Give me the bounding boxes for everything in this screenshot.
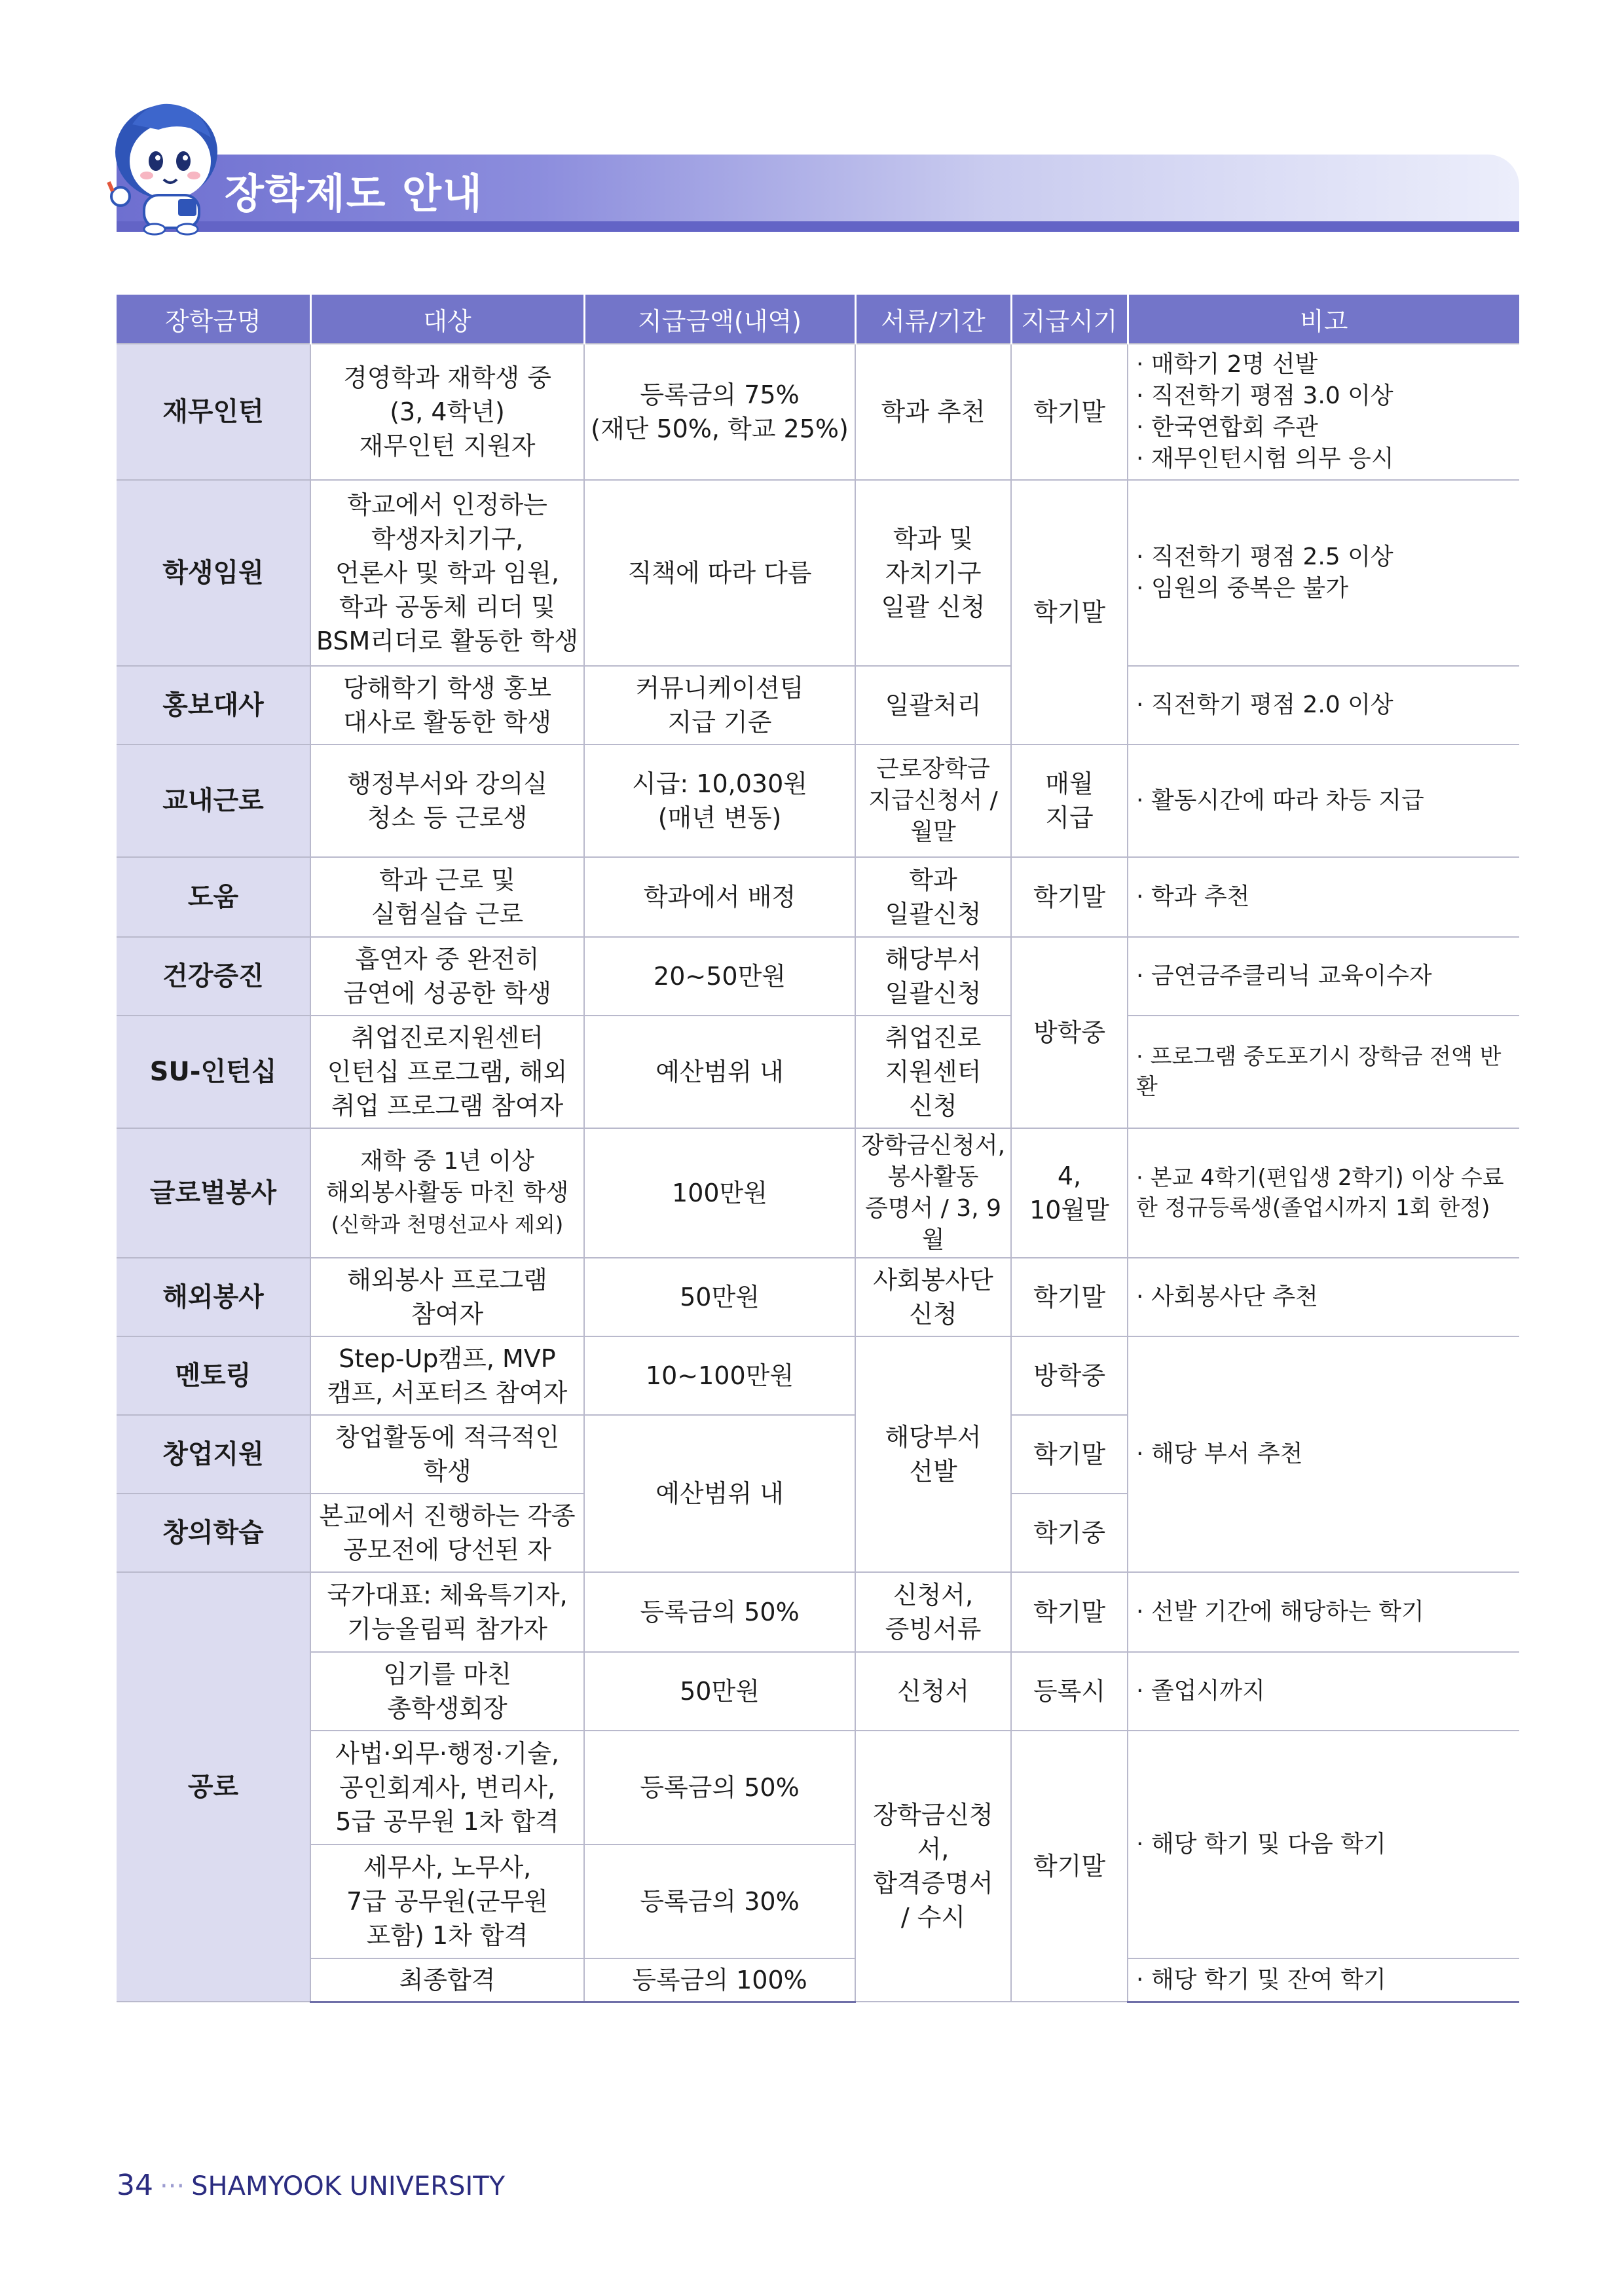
- target-cell: 당해학기 학생 홍보 대사로 활동한 학생: [310, 666, 584, 744]
- timing-cell: 학기말: [1011, 1258, 1128, 1336]
- table-row: [117, 1128, 1519, 1258]
- table-row: [117, 1731, 1519, 1845]
- timing-cell: 학기말: [1011, 857, 1128, 937]
- timing-cell: 학기중: [1011, 1494, 1128, 1572]
- scholarship-name: 학생임원: [117, 480, 310, 666]
- docs-cell: 학과 일괄신청: [855, 857, 1011, 937]
- timing-cell: 방학중: [1011, 1336, 1128, 1415]
- page-title: 장학제도 안내: [225, 170, 483, 217]
- scholarship-name: 홍보대사: [117, 666, 310, 744]
- timing-cell: 학기말: [1011, 1731, 1128, 2002]
- timing-cell: 학기말: [1011, 1572, 1128, 1652]
- table-row: [117, 666, 1519, 744]
- target-cell: 창업활동에 적극적인 학생: [310, 1415, 584, 1494]
- scholarship-name: SU-인턴십: [117, 1016, 310, 1128]
- amount-cell: 커뮤니케이션팀 지급 기준: [584, 666, 855, 744]
- timing-cell: 4, 10월말: [1011, 1128, 1128, 1258]
- scholarship-name: 해외봉사: [117, 1258, 310, 1336]
- amount-cell: 등록금의 50%: [584, 1572, 855, 1652]
- target-cell: 세무사, 노무사, 7급 공무원(군무원 포함) 1차 합격: [310, 1845, 584, 1958]
- docs-cell: 신청서, 증빙서류: [855, 1572, 1011, 1652]
- docs-cell: 일괄처리: [855, 666, 1011, 744]
- table-row: [117, 1336, 1519, 1415]
- docs-cell: 신청서: [855, 1652, 1011, 1731]
- mascot-icon: [106, 98, 231, 236]
- note-cell: · 매학기 2명 선발 · 직전학기 평점 3.0 이상 · 한국연합회 주관 · 재무인턴시험 의무 응시: [1128, 344, 1519, 480]
- table-row: [117, 480, 1519, 666]
- table-row: [117, 1258, 1519, 1336]
- note-cell: · 활동시간에 따라 차등 지급: [1128, 744, 1519, 857]
- timing-cell: 방학중: [1011, 937, 1128, 1128]
- amount-cell: 시급: 10,030원 (매년 변동): [584, 744, 855, 857]
- scholarship-name: 창업지원: [117, 1415, 310, 1494]
- target-cell: 국가대표: 체육특기자, 기능올림픽 참가자: [310, 1572, 584, 1652]
- scholarship-name: 재무인턴: [117, 344, 310, 480]
- target-cell: 흡연자 중 완전히 금연에 성공한 학생: [310, 937, 584, 1016]
- target-cell: 학과 근로 및 실험실습 근로: [310, 857, 584, 937]
- scholarship-name: 건강증진: [117, 937, 310, 1016]
- target-cell: 행정부서와 강의실 청소 등 근로생: [310, 744, 584, 857]
- header-docs: 서류/기간: [855, 295, 1011, 344]
- page-footer: [117, 2169, 505, 2202]
- note-cell: · 본교 4학기(편입생 2학기) 이상 수료 한 정규등록생(졸업시까지 1회 한정): [1128, 1128, 1519, 1258]
- table-row: [117, 857, 1519, 937]
- target-cell: [310, 1128, 584, 1258]
- header-name: 장학금명: [117, 295, 310, 344]
- scholarship-name: 공로: [117, 1572, 310, 2002]
- docs-cell: 해당부서 선발: [855, 1336, 1011, 1572]
- note-cell: · 졸업시까지: [1128, 1652, 1519, 1731]
- university-name: SHAMYOOK UNIVERSITY: [191, 2171, 506, 2201]
- note-cell: · 해당 학기 및 다음 학기: [1128, 1731, 1519, 1958]
- docs-cell: 근로장학금 지급신청서 / 월말: [855, 744, 1011, 857]
- note-cell: · 해당 학기 및 잔여 학기: [1128, 1958, 1519, 2002]
- amount-cell: 등록금의 75% (재단 50%, 학교 25%): [584, 344, 855, 480]
- target-cell: 사법·외무·행정·기술, 공인회계사, 변리사, 5급 공무원 1차 합격: [310, 1731, 584, 1845]
- amount-cell: 20~50만원: [584, 937, 855, 1016]
- scholarship-name: 글로벌봉사: [117, 1128, 310, 1258]
- target-cell: 학교에서 인정하는 학생자치기구, 언론사 및 학과 임원, 학과 공동체 리더 및 BSM리더로 활동한 학생: [310, 480, 584, 666]
- amount-cell: 등록금의 50%: [584, 1731, 855, 1845]
- target-cell: 해외봉사 프로그램 참여자: [310, 1258, 584, 1336]
- amount-cell: 학과에서 배정: [584, 857, 855, 937]
- page-number: 34: [117, 2169, 153, 2202]
- amount-cell: 예산범위 내: [584, 1016, 855, 1128]
- amount-cell: 등록금의 30%: [584, 1845, 855, 1958]
- target-subtext: (신학과 천명선교사 제외): [331, 1212, 564, 1237]
- target-text: 재학 중 1년 이상 해외봉사활동 마친 학생: [325, 1148, 569, 1206]
- scholarship-name: 창의학습: [117, 1494, 310, 1572]
- amount-cell: 50만원: [584, 1652, 855, 1731]
- amount-cell: 등록금의 100%: [584, 1958, 855, 2002]
- docs-cell: 학과 및 자치기구 일괄 신청: [855, 480, 1011, 666]
- note-cell: · 금연금주클리닉 교육이수자: [1128, 937, 1519, 1016]
- scholarship-name: 멘토링: [117, 1336, 310, 1415]
- docs-cell: 해당부서 일괄신청: [855, 937, 1011, 1016]
- scholarship-name: 교내근로: [117, 744, 310, 857]
- target-cell: Step-Up캠프, MVP 캠프, 서포터즈 참여자: [310, 1336, 584, 1415]
- table-row: [117, 744, 1519, 857]
- docs-cell: 사회봉사단 신청: [855, 1258, 1011, 1336]
- target-cell: 경영학과 재학생 중 (3, 4학년) 재무인턴 지원자: [310, 344, 584, 480]
- docs-cell: 학과 추천: [855, 344, 1011, 480]
- table-row: [117, 1958, 1519, 2002]
- timing-cell: 학기말: [1011, 1415, 1128, 1494]
- table-row: [117, 344, 1519, 480]
- amount-cell: 직책에 따라 다름: [584, 480, 855, 666]
- table-header-row: [117, 295, 1519, 344]
- docs-cell: 장학금신청서, 합격증명서 / 수시: [855, 1731, 1011, 2002]
- timing-cell: 학기말: [1011, 344, 1128, 480]
- header-timing: 지급시기: [1011, 295, 1128, 344]
- title-underline: [117, 221, 1519, 232]
- note-cell: · 직전학기 평점 2.0 이상: [1128, 666, 1519, 744]
- header-note: 비고: [1128, 295, 1519, 344]
- amount-cell: 10~100만원: [584, 1336, 855, 1415]
- target-cell: 취업진로지원센터 인턴십 프로그램, 해외 취업 프로그램 참여자: [310, 1016, 584, 1128]
- docs-cell: 장학금신청서, 봉사활동 증명서 / 3, 9월: [855, 1128, 1011, 1258]
- table-row: [117, 1572, 1519, 1652]
- note-cell: · 직전학기 평점 2.5 이상 · 임원의 중복은 불가: [1128, 480, 1519, 666]
- table-row: [117, 1016, 1519, 1128]
- target-cell: 임기를 마친 총학생회장: [310, 1652, 584, 1731]
- timing-cell: 학기말: [1011, 480, 1128, 744]
- footer-separator: ···: [160, 2171, 185, 2201]
- table-row: [117, 1652, 1519, 1731]
- scholarship-name: 도움: [117, 857, 310, 937]
- header-target: 대상: [310, 295, 584, 344]
- target-cell: 본교에서 진행하는 각종 공모전에 당선된 자: [310, 1494, 584, 1572]
- note-cell: · 학과 추천: [1128, 857, 1519, 937]
- target-cell: 최종합격: [310, 1958, 584, 2002]
- docs-cell: 취업진로 지원센터 신청: [855, 1016, 1011, 1128]
- note-cell: · 사회봉사단 추천: [1128, 1258, 1519, 1336]
- scholarship-table: [117, 295, 1519, 2003]
- table-row: [117, 937, 1519, 1016]
- note-cell: · 프로그램 중도포기시 장학금 전액 반환: [1128, 1016, 1519, 1128]
- header-amount: 지급금액(내역): [584, 295, 855, 344]
- amount-cell: 50만원: [584, 1258, 855, 1336]
- amount-cell: 예산범위 내: [584, 1415, 855, 1572]
- note-cell: · 해당 부서 추천: [1128, 1336, 1519, 1572]
- note-cell: · 선발 기간에 해당하는 학기: [1128, 1572, 1519, 1652]
- page-header: [117, 98, 1519, 233]
- amount-cell: 100만원: [584, 1128, 855, 1258]
- timing-cell: 등록시: [1011, 1652, 1128, 1731]
- timing-cell: 매월 지급: [1011, 744, 1128, 857]
